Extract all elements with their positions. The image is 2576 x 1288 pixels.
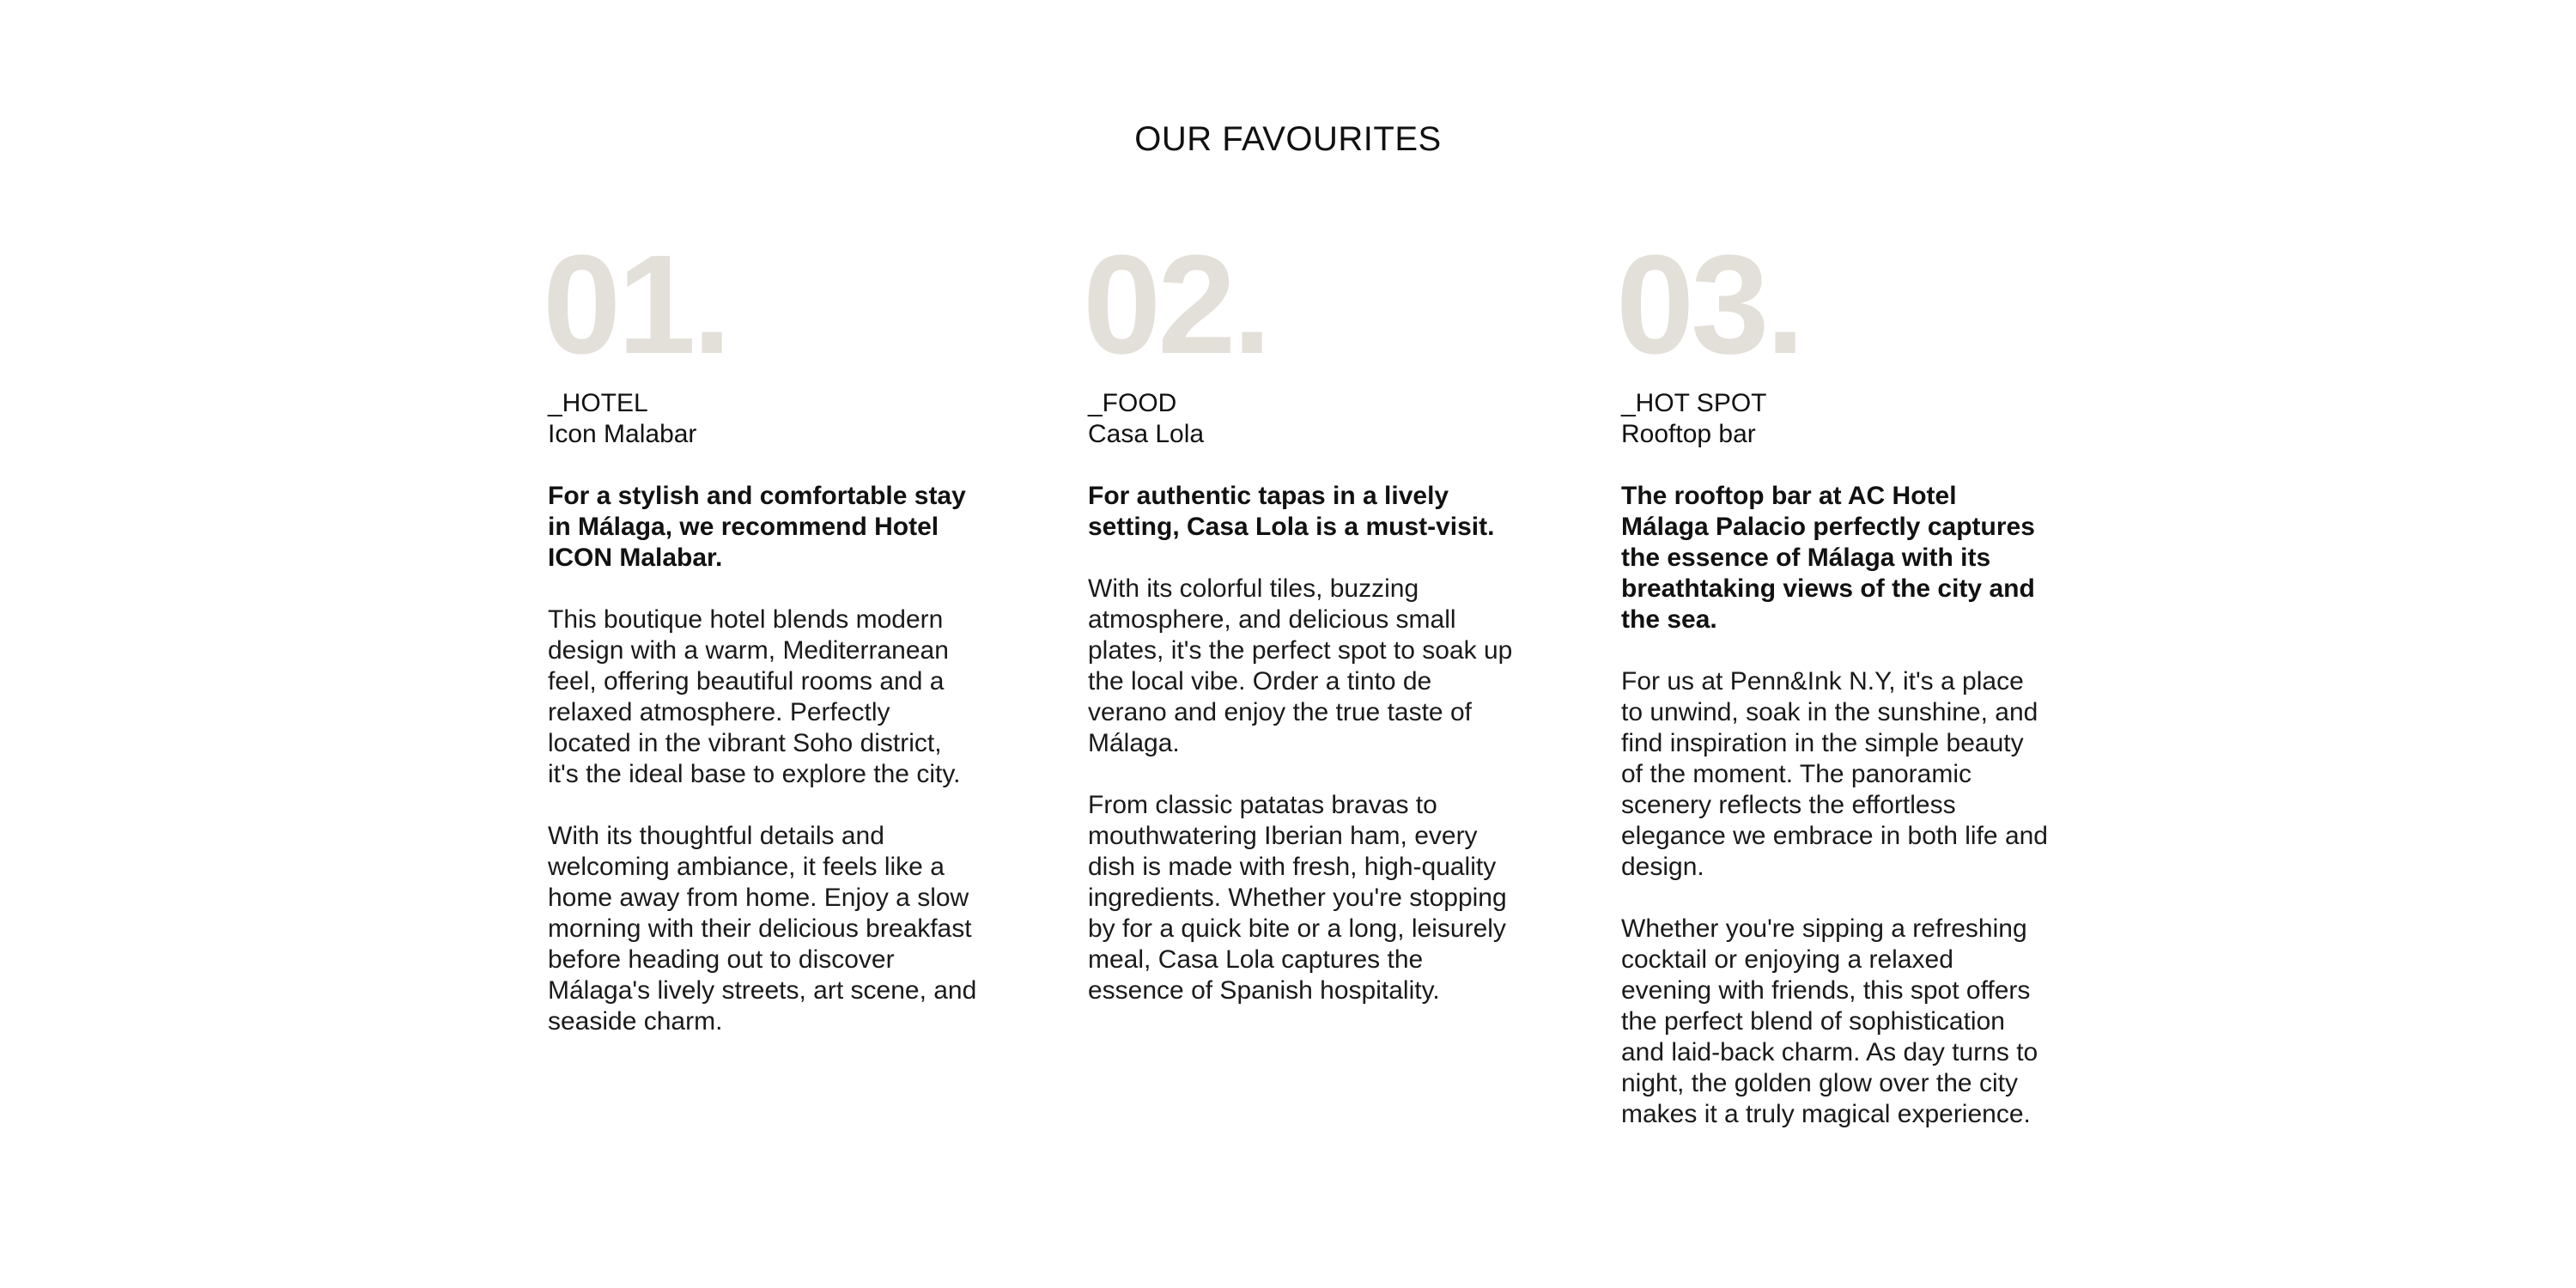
favourite-name: Casa Lola [1088, 420, 1205, 448]
favourite-number: 03. [1616, 226, 1801, 383]
favourite-paragraph: Whether you're sipping a refreshing cocktail or enjoying a relaxed evening with friends, this spot offers the perfect blend of sophistication and laid-back charm. As day turns to night, the golden glow over the city makes it a truly magical experience. [1621, 914, 2038, 1128]
favourite-lead: For a stylish and comfortable stay in Málaga, we recommend Hotel ICON Malabar. [548, 482, 966, 572]
favourite-paragraph: For us at Penn&Ink N.Y, it's a place to unwind, soak in the sunshine, and find inspiration in the simple beauty of the moment. The panoramic scenery reflects the effortless elegance we embrace in both life and design. [1621, 667, 2048, 881]
favourite-card-food [1083, 226, 1517, 1037]
favourite-card-hot-spot [1616, 226, 2050, 1161]
favourite-paragraph: From classic patatas bravas to mouthwatering Iberian ham, every dish is made with fresh, high-quality ingredients. Whether you're stopping by for a quick bite or a long, leisurely meal, Casa Lola captures the essence of Spanish hospitality. [1088, 791, 1507, 1005]
favourite-number: 01. [543, 226, 728, 383]
favourite-name: Rooftop bar [1621, 420, 1756, 448]
favourite-card-hotel [543, 226, 977, 1068]
favourite-lead: For authentic tapas in a lively setting, Casa Lola is a must-visit. [1088, 482, 1495, 541]
favourite-paragraph: This boutique hotel blends modern design with a warm, Mediterranean feel, offering beautiful rooms and a relaxed atmosphere. Perfectly located in the vibrant Soho district, it's the ideal base to explore the city. [548, 605, 961, 788]
favourite-category: _HOT SPOT [1621, 389, 1767, 417]
favourite-category: _FOOD [1088, 389, 1177, 417]
section-title: OUR FAVOURITES [1134, 120, 1442, 158]
favourite-paragraph: With its colorful tiles, buzzing atmosphere, and delicious small plates, it's the perfect spot to soak up the local vibe. Order a tinto de verano and enjoy the true taste of Málaga. [1088, 574, 1513, 757]
favourite-lead: The rooftop bar at AC Hotel Málaga Palacio perfectly captures the essence of Málaga with its breathtaking views of the city and the sea. [1621, 482, 2035, 634]
favourite-paragraph: With its thoughtful details and welcoming ambiance, it feels like a home away from home. Enjoy a slow morning with their delicious breakfast before heading out to discover Málaga's lively streets, art scene, and seaside charm. [548, 822, 977, 1036]
favourite-number: 02. [1083, 226, 1268, 383]
favourite-name: Icon Malabar [548, 420, 697, 448]
favourite-category: _HOTEL [548, 389, 648, 417]
